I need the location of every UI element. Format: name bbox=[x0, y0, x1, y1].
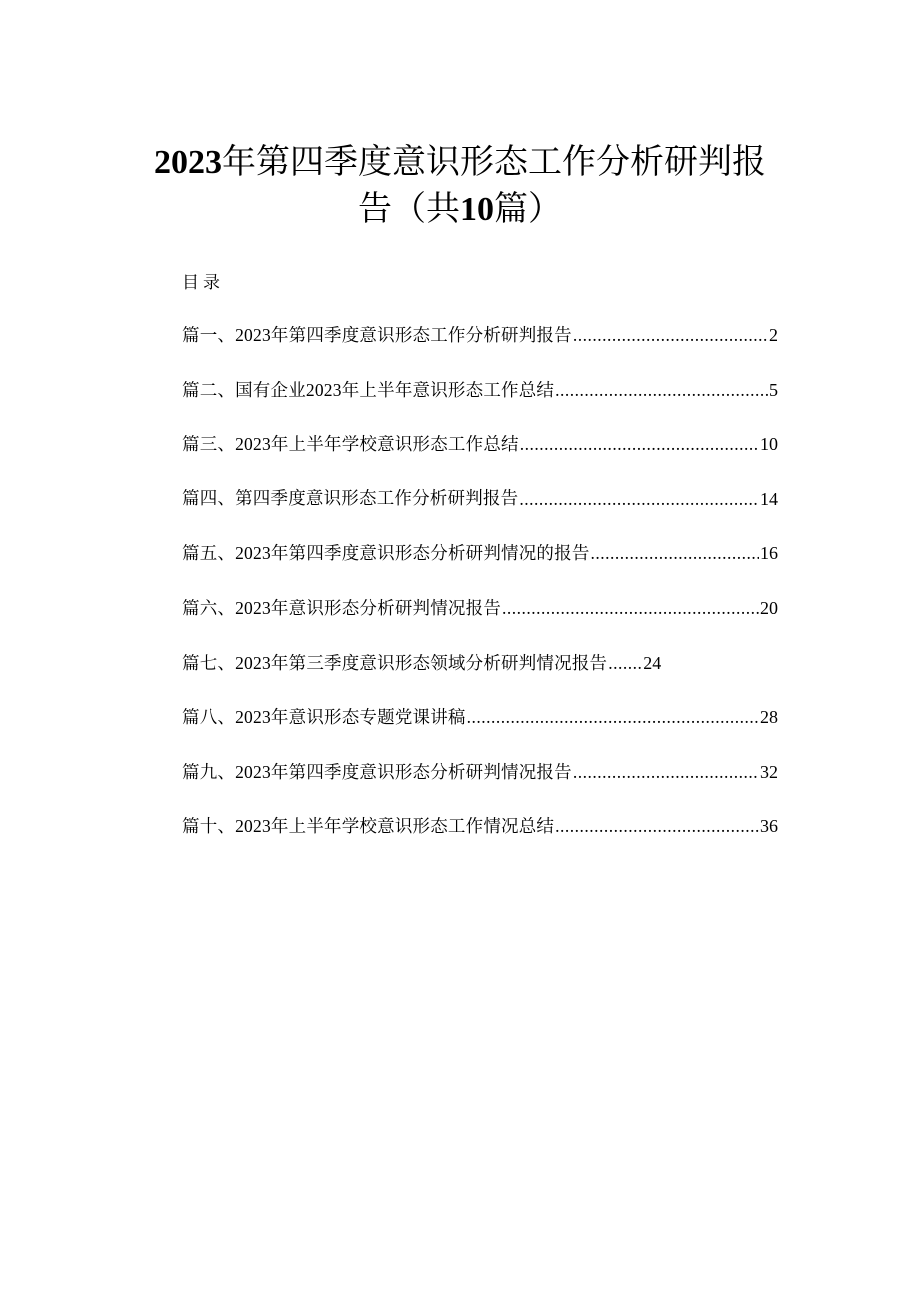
toc-page-number: 16 bbox=[760, 543, 778, 564]
toc-leader-dots bbox=[520, 429, 759, 459]
title-count: 10 bbox=[460, 191, 494, 228]
title-text-2b: 篇） bbox=[494, 189, 562, 229]
toc-item-6[interactable]: 篇六、2023年意识形态分析研判情况报告 ..... 20 bbox=[182, 593, 778, 648]
toc-heading: 目录 bbox=[182, 273, 224, 293]
title-year: 2023 bbox=[154, 144, 222, 181]
toc-page-number: 14 bbox=[760, 488, 778, 509]
toc-leader-dots bbox=[555, 811, 759, 841]
toc-page-number: 5 bbox=[769, 379, 778, 400]
toc-leader-dots bbox=[591, 538, 759, 568]
table-of-contents bbox=[182, 320, 778, 866]
toc-leader-dots bbox=[555, 375, 768, 405]
toc-leader-dots bbox=[573, 320, 768, 350]
toc-leader-dots bbox=[502, 593, 759, 623]
document-title-line-1 bbox=[100, 136, 820, 189]
toc-item-7[interactable]: 篇七、2023年第三季度意识形态领域分析研判情况报告 ..... 24 bbox=[182, 648, 778, 703]
toc-item-8[interactable]: 篇八、2023年意识形态专题党课讲稿 ..... 28 bbox=[182, 702, 778, 757]
toc-page-number: 10 bbox=[760, 434, 778, 455]
toc-page-number: 36 bbox=[760, 816, 778, 837]
toc-item-5[interactable]: 篇五、2023年第四季度意识形态分析研判情况的报告 ..... 16 bbox=[182, 538, 778, 593]
toc-leader-dots bbox=[608, 648, 642, 678]
toc-item-9[interactable]: 篇九、2023年第四季度意识形态分析研判情况报告 ..... 32 bbox=[182, 757, 778, 812]
toc-leader-dots bbox=[519, 484, 759, 514]
title-text-1: 年第四季度意识形态工作分析研判报 bbox=[222, 142, 766, 182]
toc-leader-dots bbox=[573, 757, 759, 787]
toc-leader-dots bbox=[467, 702, 759, 732]
document-title-line-2 bbox=[100, 183, 820, 236]
toc-item-3[interactable]: 篇三、2023年上半年学校意识形态工作总结 ..... 10 bbox=[182, 429, 778, 484]
toc-page-number: 32 bbox=[760, 761, 778, 782]
toc-page-number: 28 bbox=[760, 707, 778, 728]
toc-page-number: 2 bbox=[769, 325, 778, 345]
title-text-2a: 告（共 bbox=[358, 189, 460, 229]
toc-item-10[interactable]: 篇十、2023年上半年学校意识形态工作情况总结 ..... 36 bbox=[182, 811, 778, 866]
toc-item-1[interactable]: 篇一、2023年第四季度意识形态工作分析研判报告 ..... 2 bbox=[182, 320, 778, 375]
toc-item-2[interactable]: 篇二、国有企业2023年上半年意识形态工作总结 ..... 5 bbox=[182, 375, 778, 430]
toc-item-4[interactable]: 篇四、第四季度意识形态工作分析研判报告 ..... 14 bbox=[182, 484, 778, 539]
toc-page-number: 20 bbox=[760, 597, 778, 618]
toc-page-number: 24 bbox=[643, 652, 662, 673]
